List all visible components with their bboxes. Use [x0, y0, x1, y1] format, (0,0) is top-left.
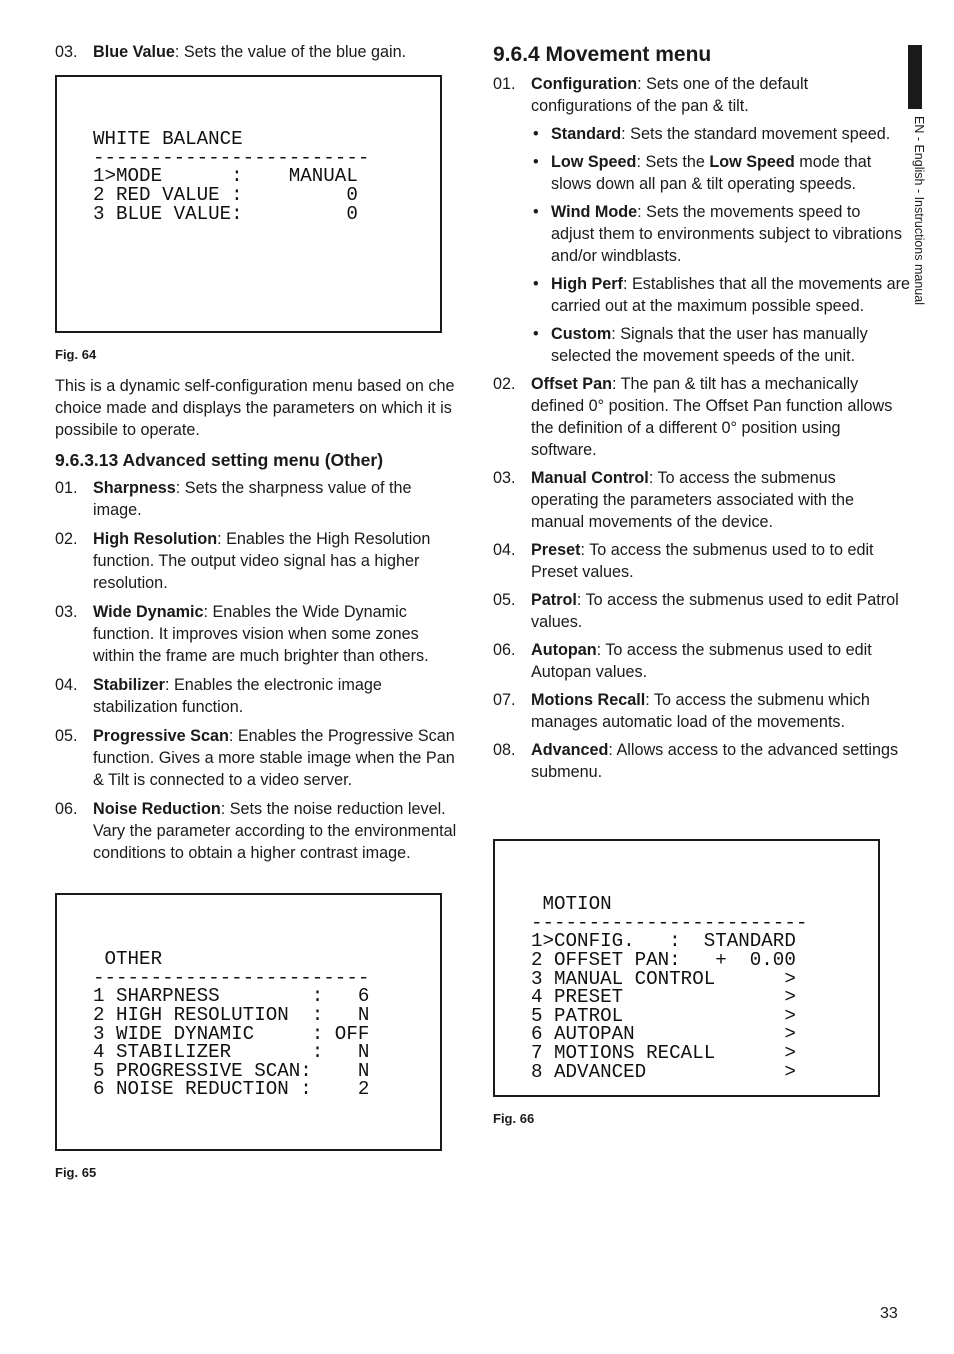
osd-line: ------------------------ [93, 966, 370, 989]
bullet-term: Low Speed [551, 153, 637, 171]
figure-caption: Fig. 65 [55, 1165, 97, 1180]
side-tab-marker [908, 45, 922, 109]
item-term: Blue Value [93, 43, 175, 61]
item-number: 02. [55, 530, 78, 548]
osd-other-menu [55, 893, 442, 1151]
osd-line: 2 OFFSET PAN: + 0.00 [531, 948, 796, 971]
section-subheading: 9.6.3.13 Advanced setting menu (Other) [55, 450, 384, 470]
dynamic-menu-paragraph: This is a dynamic self-configuration menu based on che choice made and displays the parameters on which it is possibile to operate. [55, 377, 455, 439]
item-description: : Sets the noise reduction level. Vary the parameter according to the environmental conditions to obtain a higher contrast image. [93, 800, 457, 862]
bullet-dot-icon: • [533, 325, 539, 343]
osd-line: 8 ADVANCED > [531, 1060, 796, 1083]
item-number: 08. [493, 741, 516, 759]
side-language-label: EN - English - Instructions manual [912, 116, 926, 305]
item-description: : Enables the Progressive Scan function. Gives a more stable image when the Pan & Tilt is connected to a video server. [93, 727, 455, 789]
osd-line: WHITE BALANCE [93, 128, 243, 151]
figure-caption: Fig. 64 [55, 347, 97, 362]
osd-line: 5 PROGRESSIVE SCAN: N [93, 1059, 370, 1082]
bullet-item [531, 201, 903, 267]
bullet-item [531, 273, 915, 317]
item-description: : Enables the High Resolution function. The output video signal has a higher resolution. [93, 530, 431, 592]
bullet-dot-icon: • [533, 275, 539, 293]
item-description: : Sets one of the default configurations of the pan & tilt. [531, 75, 809, 115]
osd-line: 6 NOISE REDUCTION : 2 [93, 1078, 370, 1101]
figure-caption: Fig. 66 [493, 1111, 535, 1126]
osd-line: 7 MOTIONS RECALL > [531, 1041, 796, 1064]
list-item [55, 477, 460, 521]
osd-line: 3 BLUE VALUE: 0 [93, 202, 358, 225]
osd-line: 1 SHARPNESS : 6 [93, 985, 370, 1008]
section-title: 9.6.4 Movement menu [493, 43, 712, 66]
item-term: Wide Dynamic [93, 603, 204, 621]
item-number: 07. [493, 691, 516, 709]
bullet-term: Custom [551, 325, 612, 343]
item-number: 05. [55, 727, 78, 745]
other-settings-list [55, 477, 460, 864]
bullet-description: mode that slows down all pan & tilt operating speeds. [551, 153, 872, 193]
item-description: : To access the submenus used to to edit Preset values. [531, 541, 874, 581]
osd-line: 2 RED VALUE : 0 [93, 183, 358, 206]
bullet-item [531, 151, 903, 195]
item-number: 04. [55, 676, 78, 694]
list-item [493, 689, 903, 733]
item-number: 06. [55, 800, 78, 818]
list-item [55, 674, 460, 718]
item-number: 02. [493, 375, 516, 393]
item-description: : Allows access to the advanced settings submenu. [531, 741, 899, 781]
list-item [55, 528, 460, 594]
bullet-dot-icon: • [533, 203, 539, 221]
item-description: : To access the submenu which manages automatic load of the movements. [531, 691, 870, 731]
list-item [55, 798, 460, 864]
item-number: 03. [55, 603, 78, 621]
item-term: Motions Recall [531, 691, 646, 709]
list-item [493, 73, 903, 117]
bullet-description: : Sets the [636, 153, 710, 171]
item-number: 03. [493, 469, 516, 487]
list-item [55, 725, 460, 791]
item-term: Progressive Scan [93, 727, 229, 745]
item-term: Offset Pan [531, 375, 612, 393]
bullet-term: Wind Mode [551, 203, 638, 221]
item-term: Noise Reduction [93, 800, 221, 818]
bullet-dot-icon: • [533, 153, 539, 171]
item-term: Patrol [531, 591, 577, 609]
osd-line: 1>MODE : MANUAL [93, 165, 358, 188]
item-term: Manual Control [531, 469, 649, 487]
item-number: 05. [493, 591, 516, 609]
item-number: 06. [493, 641, 516, 659]
osd-line: MOTION [531, 893, 612, 916]
item-description: : The pan & tilt has a mechanically defined 0° position. The Offset Pan function allows the definition of a different 0° position using software. [531, 375, 893, 459]
list-item [493, 373, 903, 461]
item-number: 01. [55, 479, 78, 497]
item-term: Stabilizer [93, 676, 165, 694]
bullet-term: High Perf [551, 275, 623, 293]
osd-motion-menu [493, 839, 880, 1097]
osd-line: 4 STABILIZER : N [93, 1041, 370, 1064]
osd-line: 3 MANUAL CONTROL > [531, 967, 796, 990]
osd-line: 5 PATROL > [531, 1004, 796, 1027]
item-number: 03. [55, 43, 78, 61]
bullet-item [531, 123, 903, 145]
osd-line: 6 AUTOPAN > [531, 1023, 796, 1046]
bullet-dot-icon: • [533, 125, 539, 143]
item-description: : Enables the Wide Dynamic function. It improves vision when some zones within the frame are much brighter than others. [93, 603, 429, 665]
bullet-term-inline: Low Speed [709, 153, 795, 171]
item-term: Advanced [531, 741, 609, 759]
page-number: 33 [880, 1305, 898, 1322]
bullet-term: Standard [551, 125, 622, 143]
item-number: 01. [493, 75, 516, 93]
osd-line: ------------------------ [531, 911, 808, 934]
osd-line: 3 WIDE DYNAMIC : OFF [93, 1022, 370, 1045]
bullet-description: : Establishes that all the movements are carried out at the maximum possible speed. [551, 275, 910, 315]
list-item [493, 467, 903, 533]
item-description: : To access the submenus operating the parameters associated with the manual movements of the device. [531, 469, 855, 531]
list-item [493, 639, 903, 683]
bullet-description: : Sets the movements speed to adjust them to environments subject to vibrations and/or windblasts. [551, 203, 902, 265]
osd-line: 1>CONFIG. : STANDARD [531, 930, 796, 953]
bullet-description: : Signals that the user has manually selected the movement speeds of the unit. [551, 325, 868, 365]
item-term: Configuration [531, 75, 638, 93]
osd-line: 2 HIGH RESOLUTION : N [93, 1003, 370, 1026]
osd-white-balance-menu [55, 75, 442, 333]
list-item [493, 539, 903, 583]
item-term: High Resolution [93, 530, 218, 548]
item-term: Autopan [531, 641, 597, 659]
list-item [55, 601, 460, 667]
bullet-item [531, 323, 903, 367]
osd-line: ------------------------ [93, 146, 370, 169]
item-term: Sharpness [93, 479, 176, 497]
item-description: : Sets the value of the blue gain. [174, 43, 407, 61]
item-description: : Sets the sharpness value of the image. [93, 479, 412, 519]
list-item-blue-value [55, 41, 498, 63]
item-description: : To access the submenus used to edit Autopan values. [531, 641, 872, 681]
item-term: Preset [531, 541, 581, 559]
list-item [493, 739, 903, 783]
item-description: : To access the submenus used to edit Patrol values. [531, 591, 899, 631]
osd-line: OTHER [93, 948, 163, 971]
bullet-description: : Sets the standard movement speed. [621, 125, 891, 143]
item-description: : Enables the electronic image stabilization function. [93, 676, 382, 716]
list-item [493, 589, 903, 633]
osd-line: 4 PRESET > [531, 986, 796, 1009]
movement-menu-list [493, 73, 910, 783]
item-number: 04. [493, 541, 516, 559]
